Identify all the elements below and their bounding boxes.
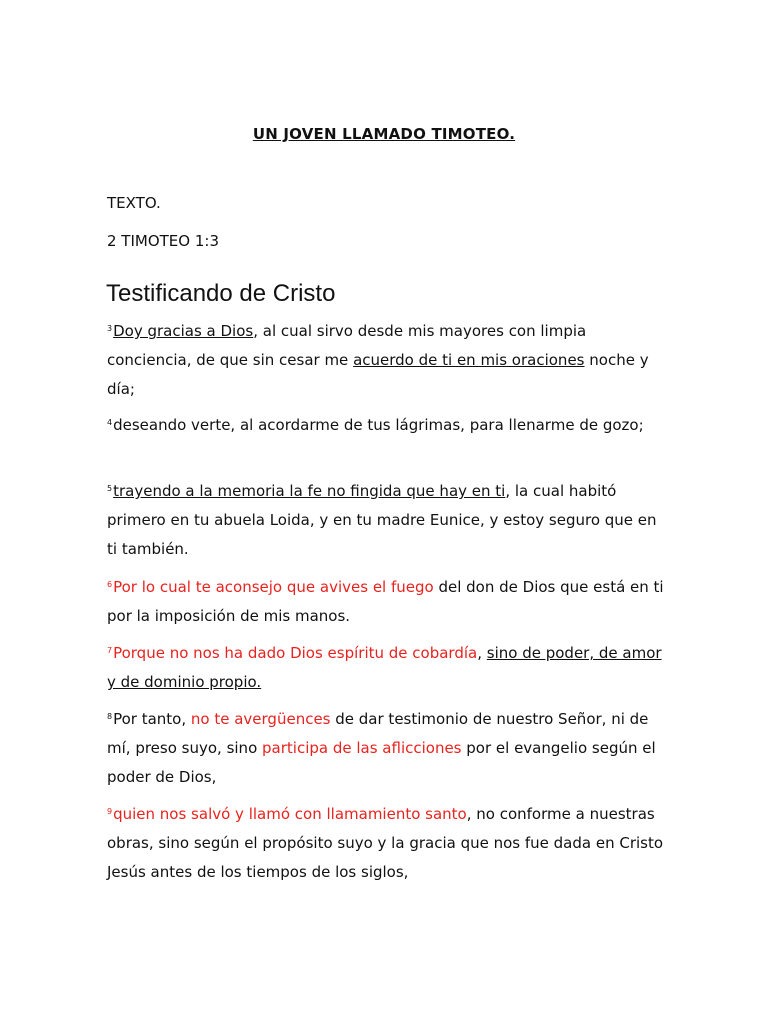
underlined-text: sino de poder, de amor y de dominio propio. [107,644,662,691]
verse [107,797,667,887]
verse-number: 3 [107,324,113,333]
verse-text: noche y día; [107,351,649,398]
verse [107,570,667,631]
highlighted-text: participa de las aflicciones [262,739,462,757]
verse-number: 6 [107,580,113,589]
text-label: TEXTO. [107,194,161,212]
verse-text: por el evangelio según el poder de Dios, [107,739,656,786]
underlined-text: trayendo a la memoria la fe no fingida que hay en ti [113,482,506,500]
verse-text: , no conforme a nuestras obras, sino según el propósito suyo y la gracia que nos fue dada en Cristo Jesús antes de los tiempos de los siglos, [107,805,664,881]
verse-number: 4 [107,418,113,427]
highlighted-text: Por lo cual te aconsejo que avives el fuego [113,578,434,596]
verse-number: 5 [107,484,113,493]
highlighted-text: quien nos salvó y llamó con llamamiento santo [113,805,467,823]
underlined-text: Doy gracias a Dios [113,322,254,340]
verse-text: , [477,644,487,662]
verse-text: , la cual habitó primero en tu abuela Loida, y en tu madre Eunice, y estoy seguro que en ti también. [107,482,657,558]
verse-number: 9 [107,807,113,816]
verse-number: 7 [107,646,113,655]
highlighted-text: Porque no nos ha dado Dios espíritu de cobardía [113,644,478,662]
scripture-reference: 2 TIMOTEO 1:3 [107,232,220,250]
verse [107,636,667,697]
verse-number: 8 [107,712,113,721]
verse [107,702,667,792]
section-heading: Testificando de Cristo [106,280,336,307]
verse-text: , al cual sirvo desde mis mayores con limpia conciencia, de que sin cesar me [107,322,587,369]
verse [107,408,667,440]
highlighted-text: no te avergüences [190,710,331,728]
verse [107,474,667,564]
verse-text: Por tanto, [113,710,191,728]
verse-text: deseando verte, al acordarme de tus lágrimas, para llenarme de gozo; [113,416,644,434]
verse [107,314,667,404]
document-title: UN JOVEN LLAMADO TIMOTEO. [252,125,516,143]
verse-text: del don de Dios que está en ti por la imposición de mis manos. [107,578,664,625]
underlined-text: acuerdo de ti en mis oraciones [353,351,585,369]
verse-text: de dar testimonio de nuestro Señor, ni de mí, preso suyo, sino [107,710,649,757]
